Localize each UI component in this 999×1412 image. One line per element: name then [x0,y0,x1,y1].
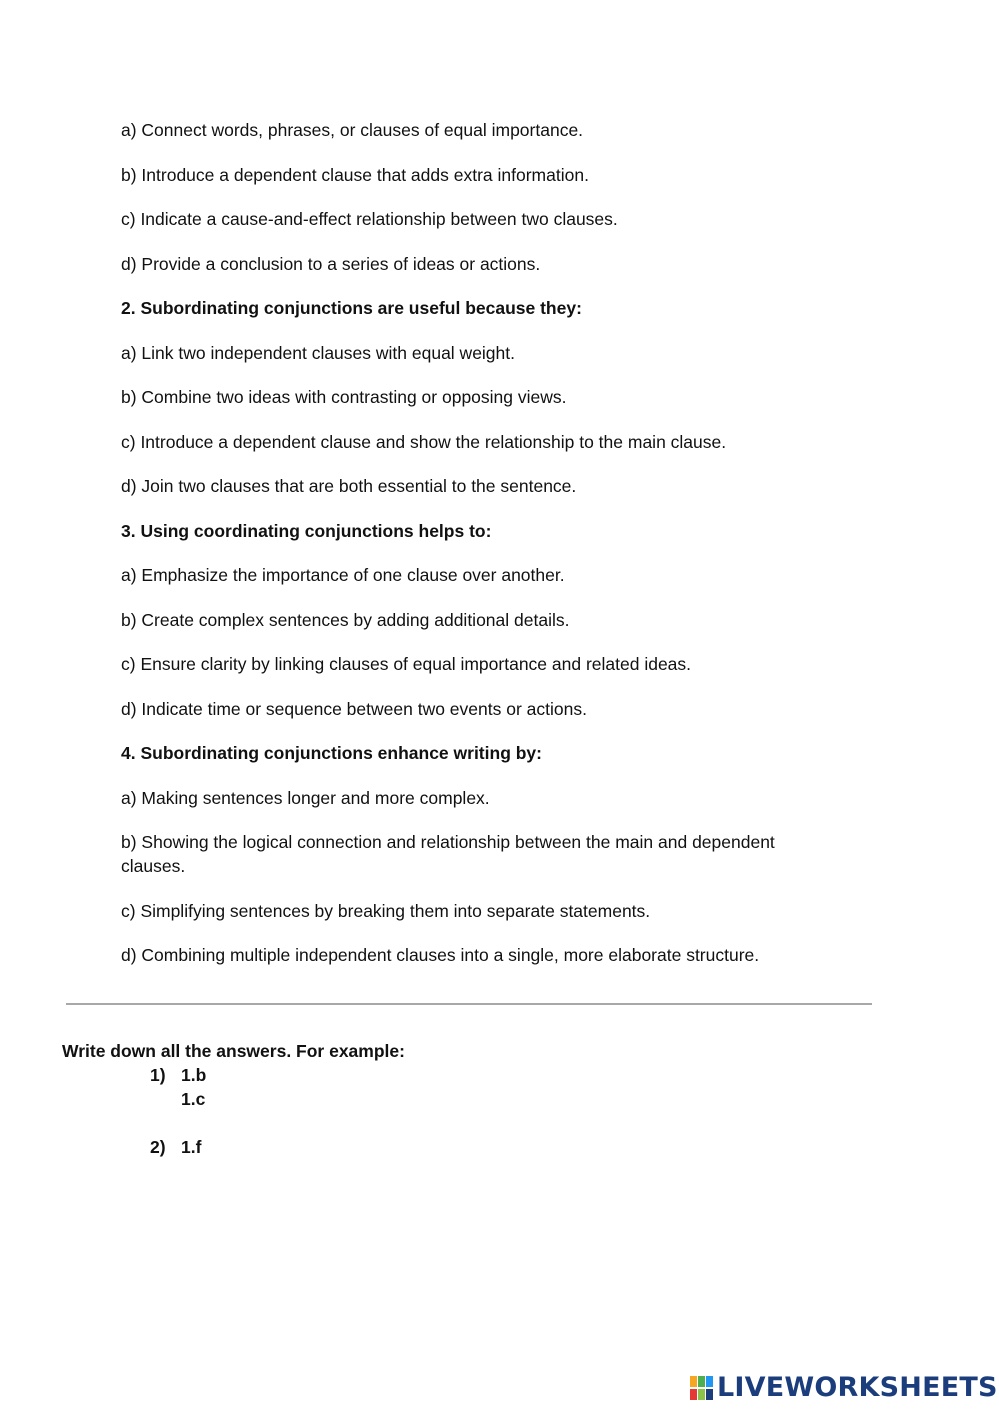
question-line: a) Connect words, phrases, or clauses of equal importance. [121,120,584,140]
logo-tile [698,1376,705,1387]
logo-text: LIVEWORKSHEETS [717,1372,998,1403]
question-line: b) Showing the logical connection and relationship between the main and dependent clauses. [121,832,775,876]
questions-block [121,118,841,988]
question-line: c) Introduce a dependent clause and show the relationship to the main clause. [121,431,727,452]
question-line: a) Emphasize the importance of one clause over another. [121,565,565,585]
instructions-text: Write down all the answers. For example: [62,1041,405,1061]
liveworksheets-logo[interactable] [690,1373,998,1403]
question-line: d) Indicate time or sequence between two events or actions. [121,698,587,719]
logo-tile [690,1376,697,1387]
question-line: c) Indicate a cause-and-effect relationship between two clauses. [121,209,618,229]
logo-tile [698,1389,705,1400]
logo-tile [690,1389,697,1400]
question-line: b) Introduce a dependent clause that adds extra information. [121,164,589,185]
example-item-number: 2) [150,1137,166,1157]
example-answer: 1.c [181,1089,206,1109]
liveworksheets-logo-icon [690,1376,714,1400]
question-line: b) Combine two ideas with contrasting or opposing views. [121,387,567,407]
question-line: d) Join two clauses that are both essential to the sentence. [121,476,577,496]
example-item-number: 1) [150,1065,166,1085]
question-line: a) Link two independent clauses with equal weight. [121,342,515,363]
question-heading: 4. Subordinating conjunctions enhance writing by: [121,743,542,763]
question-line: c) Simplifying sentences by breaking them into separate statements. [121,900,651,921]
example-item-continued [150,1087,206,1111]
question-line: d) Combining multiple independent clauses into a single, more elaborate structure. [121,945,760,965]
question-heading: 3. Using coordinating conjunctions helps to: [121,520,492,541]
logo-tile [706,1389,713,1400]
question-line: d) Provide a conclusion to a series of ideas or actions. [121,253,541,274]
question-heading: 2. Subordinating conjunctions are useful because they: [121,298,582,318]
example-item [150,1063,206,1087]
question-line: a) Making sentences longer and more complex. [121,787,490,808]
question-line: b) Create complex sentences by adding additional details. [121,609,570,630]
example-item [150,1135,206,1159]
logo-tile [706,1376,713,1387]
example-answer-list [150,1063,206,1159]
question-line: c) Ensure clarity by linking clauses of equal importance and related ideas. [121,654,692,674]
example-answer: 1.b [181,1065,207,1085]
example-answer: 1.f [181,1137,202,1157]
horizontal-divider [66,1003,872,1005]
